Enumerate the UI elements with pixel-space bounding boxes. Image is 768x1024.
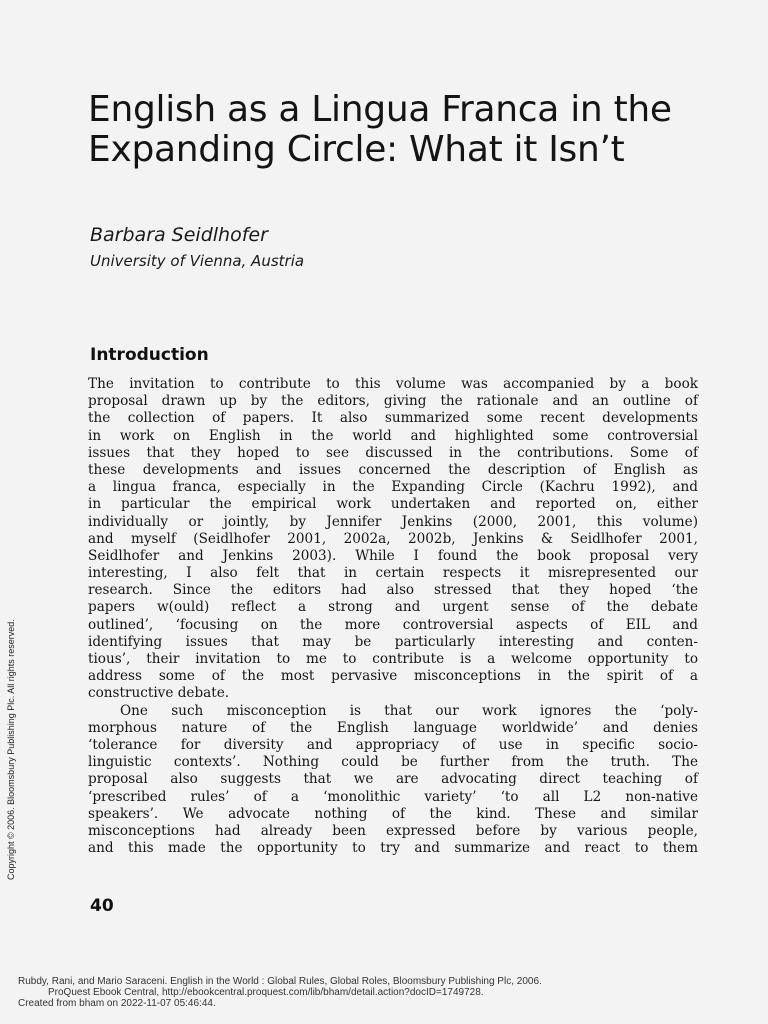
section-heading: Introduction	[90, 345, 209, 365]
copyright-notice: Copyright © 2006. Bloomsbury Publishing Plc. All rights reserved.	[6, 619, 16, 880]
text-line: misconceptions had already been expressed before by various people,	[88, 822, 698, 839]
text-line: individually or jointly, by Jennifer Jenkins (2000, 2001, this volume)	[88, 513, 698, 530]
text-line: these developments and issues concerned the description of English as	[88, 461, 698, 478]
text-line: and myself (Seidlhofer 2001, 2002a, 2002b, Jenkins & Seidlhofer 2001,	[88, 530, 698, 547]
text-line: linguistic contexts’. Nothing could be further from the truth. The	[88, 754, 698, 771]
page-title: English as a Lingua Franca in the Expanding Circle: What it Isn’t	[88, 89, 672, 170]
text-line: papers w(ould) reflect a strong and urgent sense of the debate	[88, 599, 698, 616]
author-affiliation: University of Vienna, Austria	[90, 252, 305, 270]
text-line: in work on English in the world and highlighted some controversial	[88, 427, 698, 444]
text-line: ‘tolerance for diversity and appropriacy of use in specific socio-	[88, 736, 698, 753]
text-line: proposal drawn up by the editors, giving the rationale and an outline of	[88, 393, 698, 410]
text-line: interesting, I also felt that in certain respects it misrepresented our	[88, 565, 698, 582]
ebook-link-line: ProQuest Ebook Central, http://ebookcentral.proquest.com/lib/bham/detail.action?docID=1749728.	[48, 987, 484, 998]
text-line: research. Since the editors had also stressed that they hoped ‘the	[88, 582, 698, 599]
text-line: issues that they hoped to see discussed in the contributions. Some of	[88, 444, 698, 461]
text-line: constructive debate.	[88, 685, 230, 702]
citation-line: Rubdy, Rani, and Mario Saraceni. English in the World : Global Rules, Global Roles, Bloomsbury Publishing Plc, 2006.	[18, 976, 542, 987]
text-line: and this made the opportunity to try and summarize and react to them	[88, 840, 698, 857]
text-line: in particular the empirical work undertaken and reported on, either	[88, 496, 698, 513]
text-line: The invitation to contribute to this volume was accompanied by a book	[88, 376, 698, 392]
text-line: outlined’, ‘focusing on the more controversial aspects of EIL and	[88, 616, 698, 633]
text-line: Seidlhofer and Jenkins 2003). While I found the book proposal very	[88, 547, 698, 564]
text-line: the collection of papers. It also summarized some recent developments	[88, 410, 698, 427]
page-number: 40	[90, 896, 114, 916]
text-line: speakers’. We advocate nothing of the kind. These and similar	[88, 805, 698, 822]
citation-footer	[18, 976, 758, 1009]
text-line: morphous nature of the English language worldwide’ and denies	[88, 719, 698, 736]
text-line: a lingua franca, especially in the Expanding Circle (Kachru 1992), and	[88, 479, 698, 496]
body-text	[88, 376, 698, 857]
text-line: One such misconception is that our work ignores the ‘poly-	[120, 702, 698, 719]
text-line: tious’, their invitation to me to contribute is a welcome opportunity to	[88, 651, 698, 667]
text-line: proposal also suggests that we are advocating direct teaching of	[88, 771, 698, 788]
author-name: Barbara Seidlhofer	[90, 224, 268, 246]
text-line: ‘prescribed rules’ of a ‘monolithic variety’ ‘to all L2 non-native	[88, 788, 698, 805]
text-line: address some of the most pervasive misconceptions in the spirit of a	[88, 668, 698, 685]
created-line: Created from bham on 2022-11-07 05:46:44.	[18, 998, 216, 1009]
text-line: identifying issues that may be particularly interesting and conten-	[88, 633, 698, 650]
